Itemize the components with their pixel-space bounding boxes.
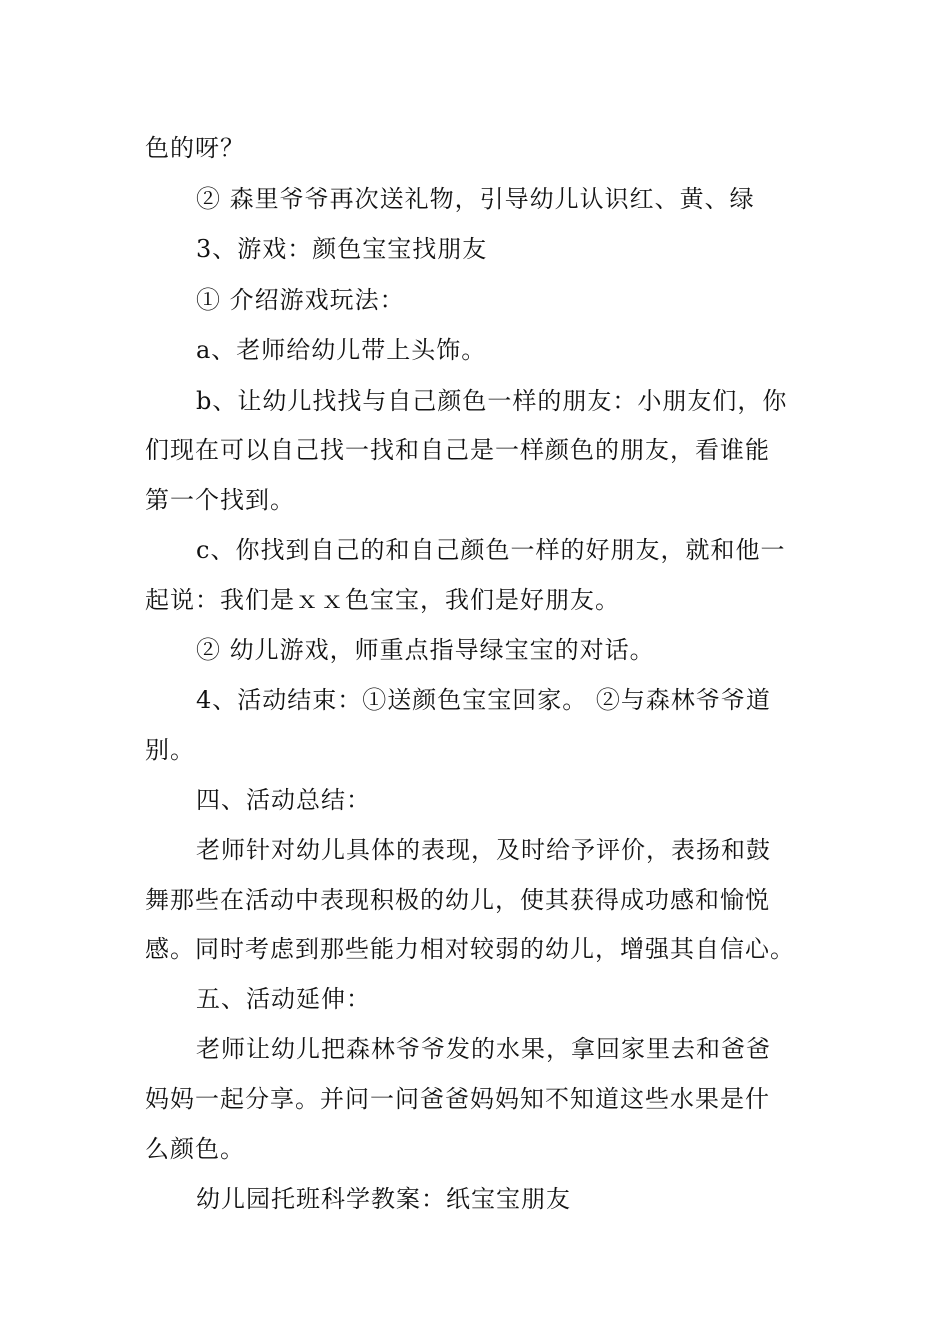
text-line: 么颜色。 — [145, 1135, 245, 1163]
text-line: a、老师给幼儿带上头饰。 — [196, 336, 487, 364]
text-line: ① 介绍游戏玩法： — [196, 286, 405, 314]
text-line: 老师针对幼儿具体的表现，及时给予评价，表扬和鼓 — [196, 836, 771, 864]
text-line: 四、活动总结： — [196, 786, 371, 814]
text-line: 色的呀？ — [145, 134, 245, 162]
text-line: 舞那些在活动中表现积极的幼儿，使其获得成功感和愉悦 — [145, 886, 770, 914]
text-line: ② 森里爷爷再次送礼物，引导幼儿认识红、黄、绿 — [196, 185, 755, 213]
text-line: 第一个找到。 — [145, 486, 295, 514]
text-line: 妈妈一起分享。并问一问爸爸妈妈知不知道这些水果是什 — [145, 1085, 770, 1113]
text-line: ② 幼儿游戏，师重点指导绿宝宝的对话。 — [196, 636, 655, 664]
text-line: 感。同时考虑到那些能力相对较弱的幼儿，增强其自信心。 — [145, 935, 795, 963]
text-line: b、让幼儿找找与自己颜色一样的朋友：小朋友们，你 — [196, 387, 788, 415]
text-line: 五、活动延伸： — [196, 985, 371, 1013]
text-line: 3、游戏：颜色宝宝找朋友 — [196, 235, 488, 263]
text-line: 老师让幼儿把森林爷爷发的水果，拿回家里去和爸爸 — [196, 1035, 771, 1063]
text-line: 幼儿园托班科学教案：纸宝宝朋友 — [196, 1185, 571, 1213]
text-line: 起说：我们是ｘｘ色宝宝，我们是好朋友。 — [145, 586, 620, 614]
text-line: 别。 — [145, 736, 195, 764]
text-line: c、你找到自己的和自己颜色一样的好朋友，就和他一 — [196, 536, 786, 564]
text-line: 4、活动结束：①送颜色宝宝回家。 ②与森林爷爷道 — [196, 686, 771, 714]
text-line: 们现在可以自己找一找和自己是一样颜色的朋友，看谁能 — [145, 436, 770, 464]
